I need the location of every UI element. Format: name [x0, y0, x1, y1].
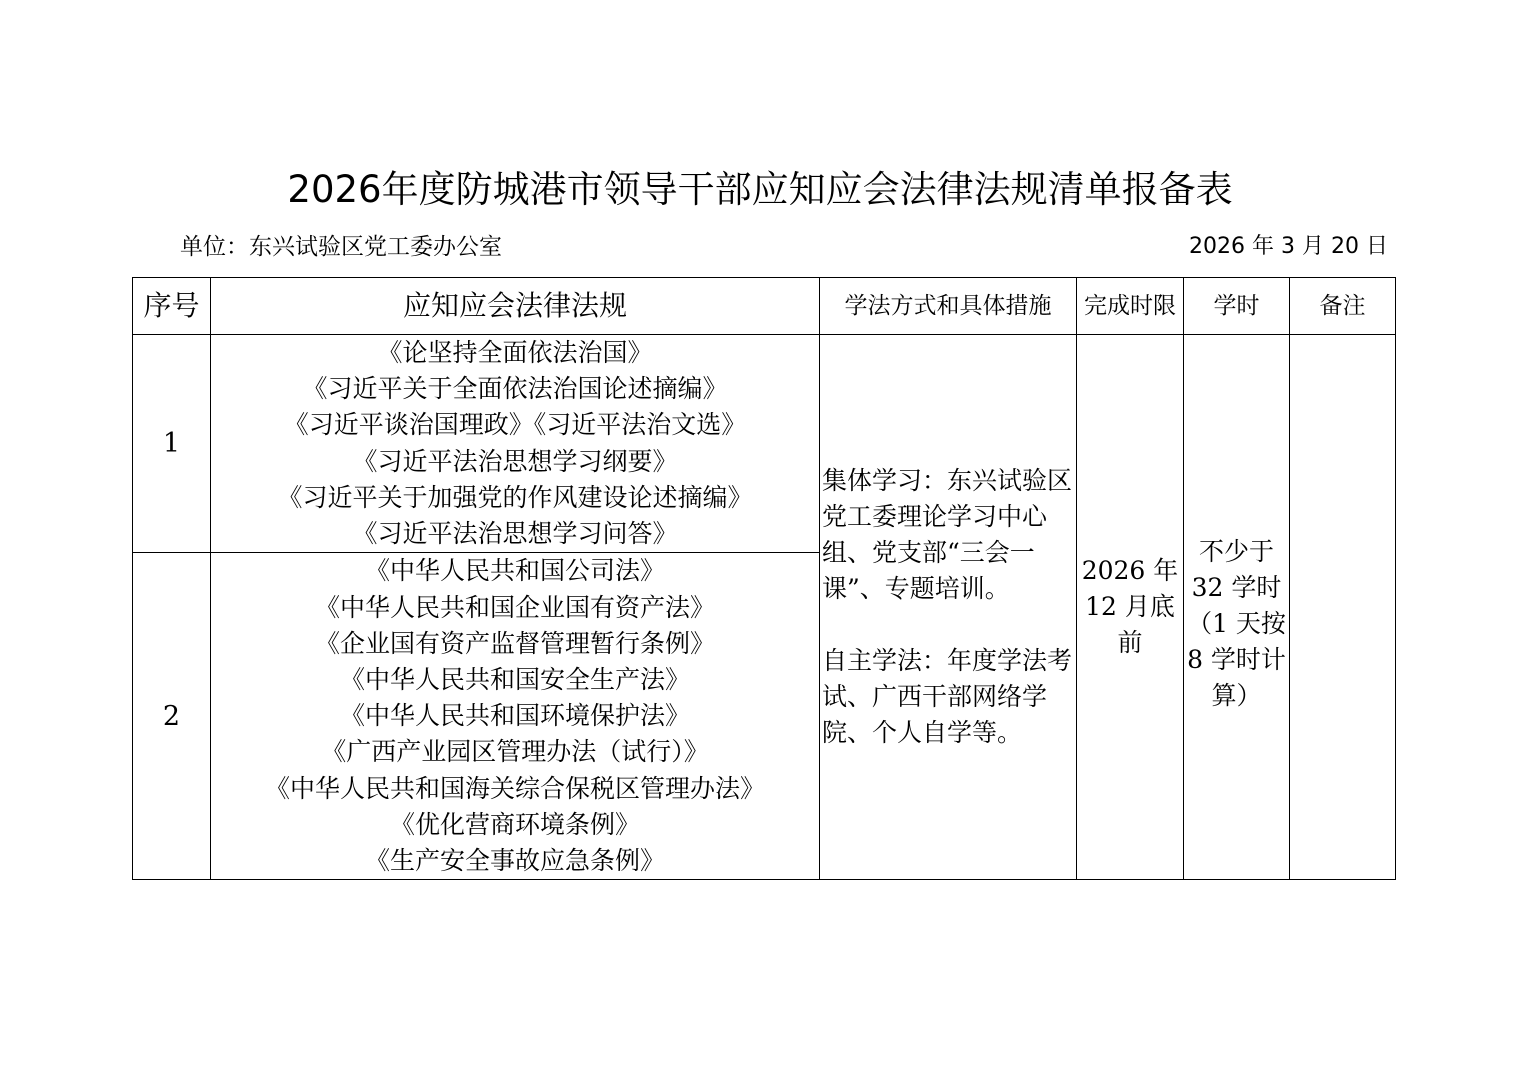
report-date: 2026 年 3 月 20 日 — [1189, 234, 1388, 259]
law-item: 《中华人民共和国安全生产法》 — [339, 664, 690, 694]
page-title: 2026年度防城港市领导干部应知应会法律法规清单报备表 — [287, 168, 1233, 211]
header-seq: 序号 — [133, 278, 211, 335]
law-item: 《中华人民共和国企业国有资产法》 — [314, 592, 715, 622]
law-item: 《习近平谈治国理政》《习近平法治文选》 — [283, 410, 747, 440]
row-seq: 2 — [133, 553, 211, 880]
row-laws — [211, 553, 820, 880]
law-item: 《生产安全事故应急条例》 — [364, 845, 665, 875]
row-laws — [211, 335, 820, 553]
remarks-cell — [1290, 335, 1396, 880]
method-collective: 集体学习：东兴试验区党工委理论学习中心组、党支部“三会一课”、专题培训。 — [822, 466, 1073, 604]
header-remarks: 备注 — [1290, 278, 1396, 335]
law-item: 《企业国有资产监督管理暂行条例》 — [314, 628, 715, 658]
law-item: 《优化营商环境条例》 — [389, 809, 640, 839]
header-laws: 应知应会法律法规 — [211, 278, 820, 335]
report-table — [132, 277, 1396, 880]
deadline-cell: 2026 年 12 月底前 — [1077, 335, 1184, 880]
header-hours: 学时 — [1184, 278, 1290, 335]
law-item: 《习近平法治思想学习纲要》 — [352, 446, 678, 476]
law-item: 《习近平关于加强党的作风建设论述摘编》 — [277, 482, 753, 512]
row-seq: 1 — [133, 335, 211, 553]
header-deadline: 完成时限 — [1077, 278, 1184, 335]
method-self: 自主学法：年度学法考试、广西干部网络学院、个人自学等。 — [822, 646, 1073, 748]
hours-cell: 不少于 32 学时（1 天按 8 学时计算） — [1184, 335, 1290, 880]
law-item: 《习近平法治思想学习问答》 — [352, 519, 678, 549]
law-item: 《习近平关于全面依法治国论述摘编》 — [302, 374, 728, 404]
law-item: 《论坚持全面依法治国》 — [377, 338, 653, 367]
table-row — [133, 335, 1396, 553]
header-method: 学法方式和具体措施 — [820, 278, 1077, 335]
table-header-row — [133, 278, 1396, 335]
law-item: 《中华人民共和国公司法》 — [364, 556, 665, 586]
unit-label: 单位：东兴试验区党工委办公室 — [180, 234, 502, 260]
law-item: 《中华人民共和国环境保护法》 — [339, 701, 690, 731]
law-item: 《广西产业园区管理办法（试行）》 — [321, 737, 709, 767]
study-method-cell — [820, 335, 1077, 880]
law-item: 《中华人民共和国海关综合保税区管理办法》 — [264, 773, 765, 803]
